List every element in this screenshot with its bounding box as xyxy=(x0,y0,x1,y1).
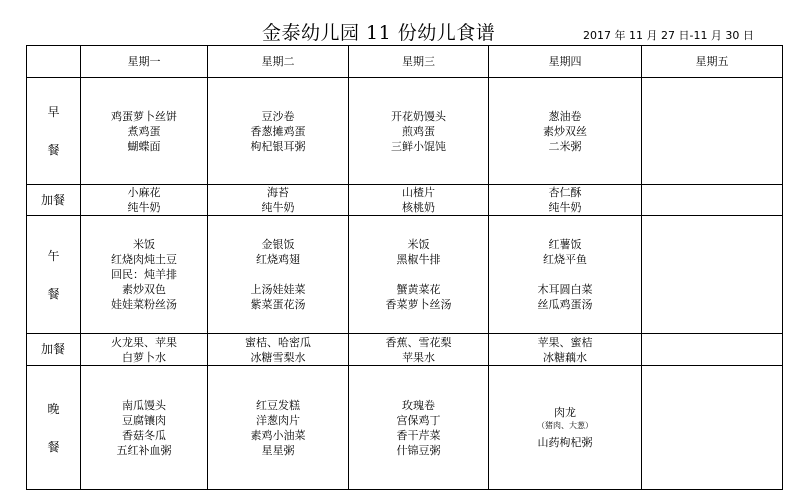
day-header: 星期一 xyxy=(81,46,208,78)
menu-cell: 米饭 红烧肉炖土豆 回民：炖羊排 素炒双色 娃娃菜粉丝汤 xyxy=(81,216,208,334)
breakfast-row xyxy=(27,78,783,185)
menu-cell: 豆沙卷 香葱摊鸡蛋 枸杞银耳粥 xyxy=(208,78,349,185)
meal-label-lunch: 午 餐 xyxy=(27,216,81,334)
menu-cell: 香蕉、雪花梨 苹果水 xyxy=(349,334,489,366)
day-header: 星期四 xyxy=(489,46,642,78)
menu-table xyxy=(26,45,783,490)
day-header: 星期二 xyxy=(208,46,349,78)
page-title: 金泰幼儿园 11 份幼儿食谱 xyxy=(262,22,496,44)
menu-cell: 肉龙 （猪肉、大葱） 山药枸杞粥 xyxy=(489,366,642,490)
menu-cell: 金银饭 红烧鸡翅 上汤娃娃菜 紫菜蛋花汤 xyxy=(208,216,349,334)
day-header: 星期五 xyxy=(642,46,783,78)
snack-row-afternoon xyxy=(27,334,783,366)
menu-cell-empty xyxy=(642,216,783,334)
menu-cell: 火龙果、苹果 白萝卜水 xyxy=(81,334,208,366)
menu-cell-empty xyxy=(642,366,783,490)
menu-cell-empty xyxy=(642,78,783,185)
menu-cell: 苹果、蜜桔 冰糖藕水 xyxy=(489,334,642,366)
menu-cell: 蜜桔、哈密瓜 冰糖雪梨水 xyxy=(208,334,349,366)
dinner-row xyxy=(27,366,783,490)
menu-cell: 山楂片 核桃奶 xyxy=(349,185,489,216)
menu-cell-empty xyxy=(642,334,783,366)
menu-cell: 海苔 纯牛奶 xyxy=(208,185,349,216)
meal-label-snack: 加餐 xyxy=(27,185,81,216)
menu-cell: 小麻花 纯牛奶 xyxy=(81,185,208,216)
menu-cell: 开花奶馒头 煎鸡蛋 三鲜小馄饨 xyxy=(349,78,489,185)
lunch-row xyxy=(27,216,783,334)
menu-cell: 米饭 黑椒牛排 蟹黄菜花 香菜萝卜丝汤 xyxy=(349,216,489,334)
menu-cell: 南瓜馒头 豆腐镶肉 香菇冬瓜 五红补血粥 xyxy=(81,366,208,490)
menu-cell: 红豆发糕 洋葱肉片 素鸡小油菜 星星粥 xyxy=(208,366,349,490)
menu-cell: 玫瑰卷 宫保鸡丁 香干芹菜 什锦豆粥 xyxy=(349,366,489,490)
menu-cell: 葱油卷 素炒双丝 二米粥 xyxy=(489,78,642,185)
corner-cell xyxy=(27,46,81,78)
day-header: 星期三 xyxy=(349,46,489,78)
menu-cell: 鸡蛋萝卜丝饼 煮鸡蛋 蝴蝶面 xyxy=(81,78,208,185)
date-range: 2017 年 11 月 27 日-11 月 30 日 xyxy=(583,29,754,42)
snack-row-morning xyxy=(27,185,783,216)
menu-cell-empty xyxy=(642,185,783,216)
menu-cell: 杏仁酥 纯牛奶 xyxy=(489,185,642,216)
menu-cell: 红薯饭 红烧平鱼 木耳圆白菜 丝瓜鸡蛋汤 xyxy=(489,216,642,334)
meal-label-breakfast: 早 餐 xyxy=(27,78,81,185)
header-row xyxy=(27,46,783,78)
meal-label-dinner: 晚 餐 xyxy=(27,366,81,490)
meal-label-snack: 加餐 xyxy=(27,334,81,366)
